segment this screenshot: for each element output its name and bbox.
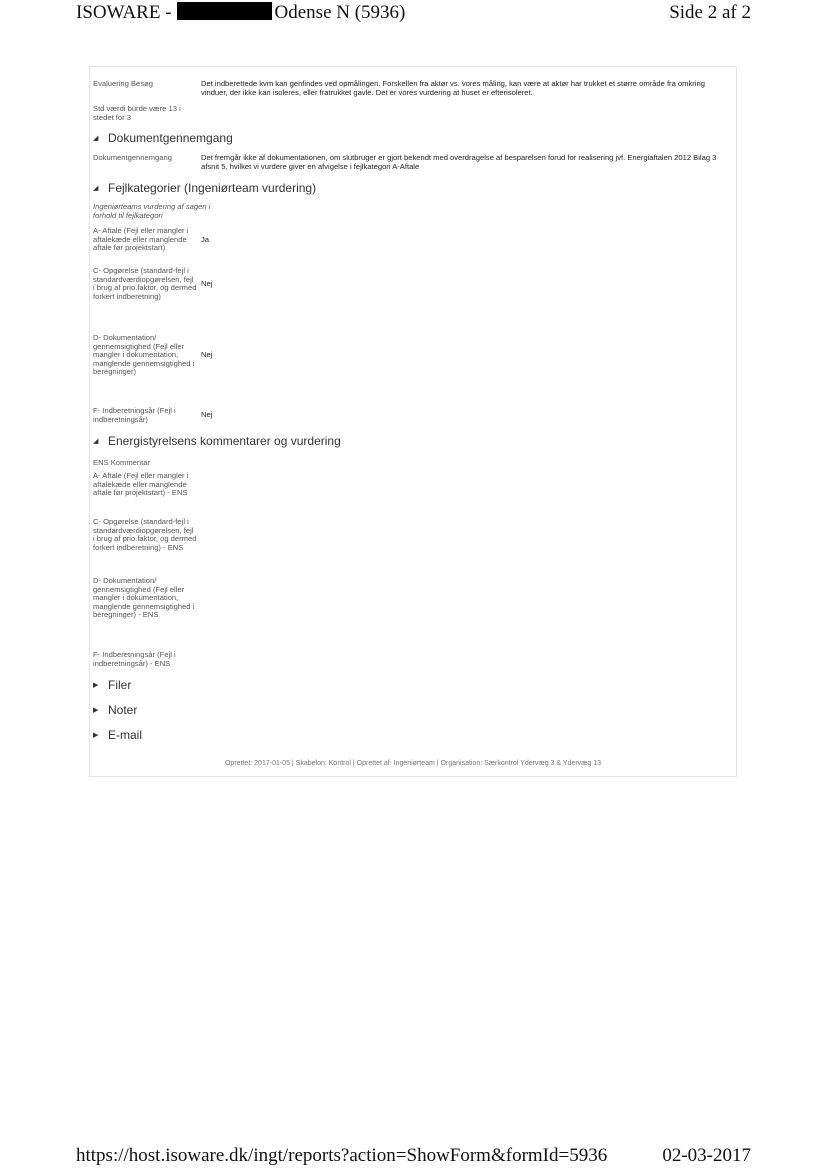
- meta-line: Oprettet: 2017-01-05 | Skabelon: Kontrol | Oprettet af: Ingeniørteam | Organisation: Særkontrol Ydervæg 3 & Ydervæg 13: [224, 760, 601, 767]
- footer-date: 02-03-2017: [662, 1145, 751, 1166]
- section-title: E-mail: [108, 728, 143, 742]
- collapsed-triangle-icon: ▶: [93, 707, 99, 714]
- collapsed-triangle-icon: ▶: [93, 732, 99, 739]
- evaluering-row: [93, 80, 731, 97]
- expanded-triangle-icon: ◢: [93, 185, 99, 192]
- fejl-value: Nej: [201, 278, 213, 288]
- header-app-name: ISOWARE -: [76, 2, 172, 23]
- print-header: [0, 0, 826, 30]
- expanded-triangle-icon: ◢: [93, 438, 99, 445]
- expanded-triangle-icon: ◢: [93, 135, 99, 142]
- print-header-title: [76, 2, 405, 24]
- ens-row-a: [93, 472, 731, 498]
- section-title: Noter: [108, 703, 138, 717]
- fejl-row-d: [93, 334, 731, 377]
- fejl-row-f: [93, 407, 731, 424]
- ens-value: [201, 472, 731, 498]
- page-number: Side 2 af 2: [669, 2, 751, 23]
- fejl-label: F- Indberetningsår (Fejl i indberetningsår): [93, 406, 176, 424]
- dokument-value: Det fremgår ikke af dokumentationen, om slutbruger er gjort bekendt med overdragelse af besparelsen forud for realisering jvf. Energiaftalen 2012 Bilag 3 afsnit 5, hvilket vi vurdere giver en afvigelse i fejlkategori A-Aftale: [201, 153, 717, 171]
- ens-row-c: [93, 518, 731, 552]
- section-filer[interactable]: [93, 678, 131, 692]
- fejl-row-c: [93, 267, 731, 301]
- footer-url: https://host.isoware.dk/ingt/reports?action=ShowForm&formId=5936: [76, 1145, 608, 1166]
- fejl-label: A- Aftale (Fejl eller mangler i aftalekæde eller manglende aftale før projektstart): [93, 226, 189, 253]
- section-ens[interactable]: [93, 434, 341, 448]
- std-note: Std værdi burde være 13 i stedet for 3: [93, 104, 181, 122]
- ens-label: C- Opgørelse (standard-fejl i standardværdiopgørelsen, fejl i brug af prio.faktor, og dermed forkert indberetning) - ENS: [93, 517, 197, 552]
- fejl-value: Ja: [201, 234, 210, 244]
- ens-label: D- Dokumentation/ gennemsigtighed (Fejl eller mangler i dokumentation, manglende gennemsigtighed i beregninger) - ENS: [93, 576, 195, 620]
- dokument-row: [93, 154, 731, 171]
- ens-value: [201, 518, 731, 552]
- dokument-label: Dokumentgennemgang: [93, 153, 172, 162]
- evaluering-label: Evaluering Besøg: [93, 79, 153, 88]
- form-panel: [89, 66, 737, 777]
- ens-value: [201, 651, 731, 668]
- fejl-row-a: [93, 227, 731, 253]
- collapsed-triangle-icon: ▶: [93, 682, 99, 689]
- section-email[interactable]: [93, 728, 142, 742]
- ens-comment-label: ENS Kommentar: [93, 458, 150, 467]
- section-fejlkategorier[interactable]: [93, 181, 316, 195]
- fejl-value: Nej: [201, 350, 213, 360]
- section-title: Dokumentgennemgang: [108, 131, 233, 145]
- fejl-label: D- Dokumentation/ gennemsigtighed (Fejl eller mangler i dokumentation, manglende gennemsigtighed i beregninger): [93, 333, 195, 377]
- fejl-note: Ingeniørteams vurdering af sagen i forhold til fejlkategori: [93, 202, 211, 220]
- section-title: Fejlkategorier (Ingeniørteam vurdering): [108, 181, 317, 195]
- fejl-label: C- Opgørelse (standard-fejl i standardværdiopgørelsen, fejl i brug af prio.faktor, og dermed forkert indberetning): [93, 266, 197, 301]
- section-title: Energistyrelsens kommentarer og vurdering: [108, 434, 341, 448]
- ens-value: [201, 577, 731, 620]
- fejl-value: Nej: [201, 410, 213, 420]
- evaluering-value: Det indberettede kvm kan genfindes ved opmålingen. Forskellen fra aktør vs. vores måling, kan være at aktør har trukket et større område fra omkring vinduer, der ikke kan isoleres, eller fratrukket gavle. Det er vores vurdering at huset er efterisoleret.: [201, 79, 705, 97]
- ens-label: A- Aftale (Fejl eller mangler i aftalekæde eller manglende aftale før projektstart) - ENS: [93, 471, 189, 498]
- ens-row-d: [93, 577, 731, 620]
- header-location: Odense N (5936): [274, 2, 406, 23]
- ens-label: F- Indberetningsår (Fejl i indberetningsår) - ENS: [93, 650, 176, 668]
- section-noter[interactable]: [93, 703, 137, 717]
- section-dokumentgennemgang[interactable]: [93, 131, 233, 145]
- section-title: Filer: [108, 678, 132, 692]
- ens-row-f: [93, 651, 731, 668]
- redacted-block: [177, 2, 272, 20]
